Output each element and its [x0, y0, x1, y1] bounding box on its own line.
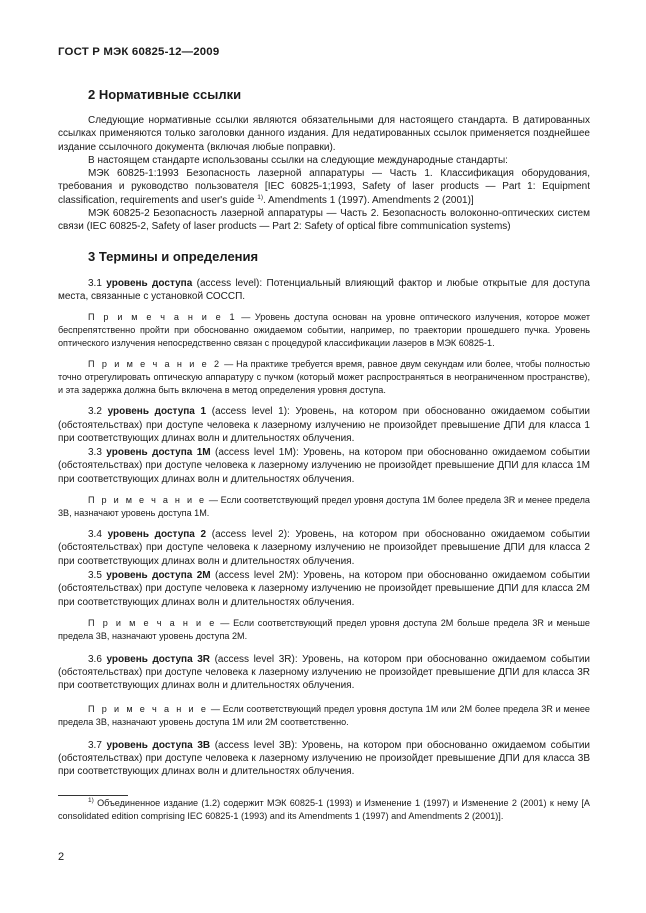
footnote — [58, 797, 590, 823]
section-2-title: 2 Нормативные ссылки — [88, 87, 242, 102]
note-5 — [58, 703, 590, 729]
footnote-divider — [58, 795, 128, 796]
definition-term: уровень доступа 2 — [107, 529, 207, 541]
definition-3-6 — [58, 653, 590, 693]
footnote-text: Объединенное издание (1.2) содержит МЭК 60825-1 (1993) и Изменение 1 (1997) и Изменение 2 (2001) к нему [A consolidated edition comprising IEC 60825-1 (1993) and its Amendments 1 (1997) and Amendments 2 (2001)]. — [58, 798, 590, 821]
note-4 — [58, 617, 590, 643]
definition-term: уровень доступа 1М — [106, 447, 211, 459]
definition-text: (access level 2): Уровень, на котором при обоснованно ожидаемом событии (обстоятельствах) при доступе человека к лазерному излучению не произойдет превышение ДПИ для класса 2 при соответствующих длинах волн и длительностях облучения. — [58, 529, 590, 567]
note-text: — Уровень доступа основан на уровне оптического излучения, которое может беспрепятственно пройти при обоснованно ожидаемом событии, например, по траектории прошедшего пучка. Уровень оптического излучения непосредственно связан с процедурой классификации лазеров в МЭК 60825-1. — [58, 312, 590, 349]
definition-term: уровень доступа — [106, 277, 193, 289]
note-label: П р и м е ч а н и е 1 — [88, 312, 237, 323]
reference-iec-60825-1 — [58, 167, 590, 207]
reference-text: . Amendments 1 (1997). Amendments 2 (2001)] — [263, 194, 474, 206]
definition-number: 3.5 — [88, 569, 107, 581]
section-3-title: 3 Термины и определения — [88, 248, 259, 264]
note-text: — Если соответствующий предел уровня доступа 2М больше предела 3R и меньше предела 3В, назначают уровень доступа 2М. — [58, 617, 590, 641]
definition-text: (access level 1): Уровень, на котором при обоснованно ожидаемом событии (обстоятельствах) при доступе человека к лазерному излучению не произойдет превышение ДПИ для класса 1 при соответствующих длинах волн и длительностях облучения. — [58, 406, 590, 444]
note-label: П р и м е ч а н и е — [88, 617, 217, 628]
definition-3-3 — [58, 446, 590, 486]
definition-number: 3.4 — [88, 529, 108, 541]
note-1 — [58, 311, 590, 350]
definition-number: 3.2 — [88, 406, 108, 418]
definition-term: уровень доступа 2М — [106, 569, 211, 581]
definition-term: уровень доступа 3В — [106, 739, 211, 751]
note-text: — Если соответствующий предел уровня доступа 1М или 2М более предела 3R и менее предела 3В, назначают уровень доступа 1М или 2М соответственно. — [58, 703, 590, 727]
definition-number: 3.3 — [88, 447, 107, 459]
definition-3-2 — [58, 405, 590, 445]
definition-term: уровень доступа 1 — [107, 406, 207, 418]
definition-3-7 — [58, 739, 590, 779]
definition-3-4 — [58, 528, 590, 568]
note-3 — [58, 494, 590, 520]
definition-text: (access level 1М): Уровень, на котором при обоснованно ожидаемом событии (обстоятельствах) при доступе человека к лазерному излучению не произойдет превышение ДПИ для класса 1М при соответствующих длинах волн и длительностях облучения. — [58, 447, 590, 485]
note-label: П р и м е ч а н и е — [88, 703, 209, 714]
reference-text: МЭК 60825-1:1993 Безопасность лазерной аппаратуры — Часть 1. Классификация оборудования, требования и руководство пользователя [IEC 60825-1;1993, Safety of laser products — Part 1: Equipment classification, requirements and user's guide — [58, 168, 590, 206]
definition-text: (access level): Потенциальный влияющий фактор и любые открытые для доступа места, связанные с установкой СОССП. — [58, 277, 590, 302]
footnote-ref[interactable]: 1) — [257, 193, 264, 201]
note-label: П р и м е ч а н и е 2 — [88, 359, 222, 370]
footnote-mark: 1) — [88, 797, 94, 804]
paragraph: Следующие нормативные ссылки являются обязательными для настоящего стандарта. В датированных ссылках применяются только заголовки данного издания. Для недатированных ссылок применяется позднейшее издание ссылочного документа (включая любые поправки). — [58, 115, 590, 153]
document-page — [58, 46, 590, 779]
note-label: П р и м е ч а н и е — [88, 495, 207, 506]
note-text: — Если соответствующий предел уровня доступа 1М более предела 3R и менее предела 3В, назначают уровень доступа 1М. — [58, 495, 590, 519]
reference-iec-60825-2: МЭК 60825-2 Безопасность лазерной аппаратуры — Часть 2. Безопасность волоконно-оптических систем связи (IEC 60825-2, Safety of laser products — Part 2: Safety of optical fibre communication systems) — [58, 208, 590, 233]
document-header: ГОСТ Р МЭК 60825-12—2009 — [58, 46, 220, 58]
definition-3-1 — [58, 277, 590, 304]
definition-term: уровень доступа 3R — [106, 653, 210, 665]
definition-text: (access level 3R): Уровень, на котором при обоснованно ожидаемом событии (обстоятельствах) при доступе человека к лазерному излучению не произойдет превышение ДПИ для класса 3R при соответствующих длинах волн и длительностях облучения. — [58, 653, 590, 692]
definition-text: (access level 3В): Уровень, на котором при обоснованно ожидаемом событии (обстоятельствах) при доступе человека к лазерному излучению не произойдет превышение ДПИ для класса 3В при соответствующих длинах волн и длительностях облучения. — [58, 739, 590, 778]
page-number: 2 — [58, 851, 65, 863]
note-text: — На практике требуется время, равное двум секундам или более, чтобы полностью точно отрегулировать оптическую аппаратуру с пучком (который может распространяться в неограниченном пространстве), и эта задержка должна быть включена в метод определения уровня доступа. — [58, 359, 590, 396]
definition-number: 3.7 — [88, 739, 107, 751]
definition-text: (access level 2М): Уровень, на котором при обоснованно ожидаемом событии (обстоятельствах) при доступе человека к лазерному излучению не произойдет превышение ДПИ для класса 2М при соответствующих длинах волн и длительностях облучения. — [58, 569, 590, 608]
paragraph: В настоящем стандарте использованы ссылки на следующие международные стандарты: — [88, 154, 508, 166]
definition-number: 3.6 — [88, 653, 107, 665]
definition-3-5 — [58, 569, 590, 609]
definition-number: 3.1 — [88, 277, 107, 289]
note-2 — [58, 358, 590, 397]
